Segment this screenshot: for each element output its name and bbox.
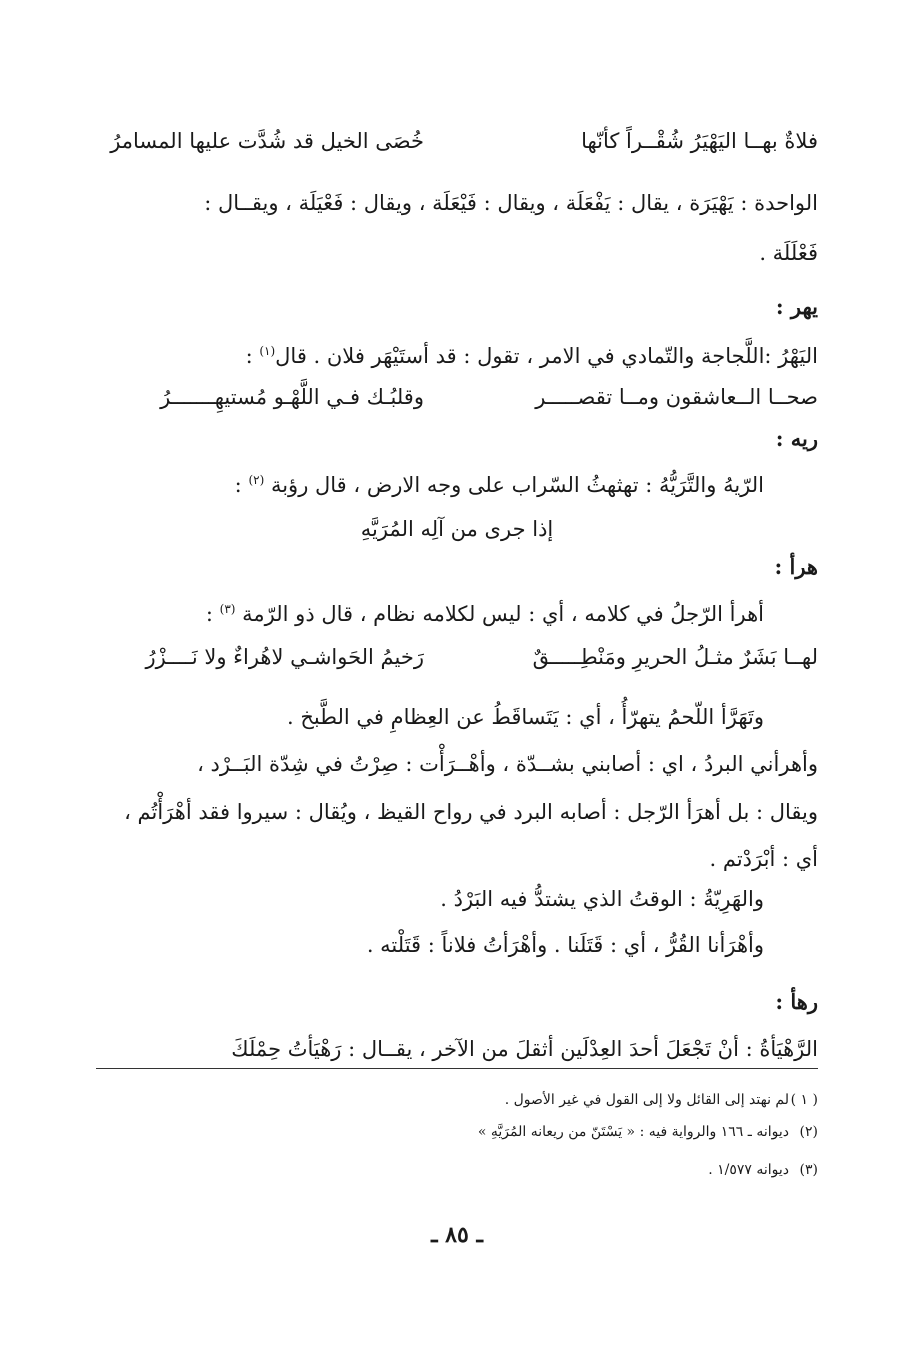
entry-heading-hr2: هرأ : <box>774 554 818 579</box>
text-line-3-body: اليَهْرُ :اللَّجاجة والتّمادي في الامر ، تقول : قد أستَيْهَر فلان . قال <box>275 344 818 368</box>
text-line-4 <box>235 463 764 502</box>
footnote-marker-1: (١) <box>259 344 276 358</box>
footnote-1-text: لم نهتد إلى القائل ولا إلى القول في غير الأصول . <box>504 1092 789 1108</box>
colon: : <box>205 602 213 626</box>
verse-2-first-hemistich: صحــا الــعاشقون ومــا تقصـــــر <box>535 385 818 409</box>
text-line-1: الواحدة : يَهْيَرَة ، يقال : يَفْعَلَة ، ويقال : فَيْعَلَة ، ويقال : فَعْيَلَة ، ويقــال : <box>204 191 818 215</box>
text-line-12: وأهْرَأنا القُرُّ ، أي : قَتَلَنا . وأهْرَأتُ فلاناً : قَتَلْته . <box>366 933 764 957</box>
text-line-9: ويقال : بل أهرَأ الرّجل : أصابه البرد في رواح القيظ ، ويُقال : سيروا فقد أهْرَأْتُم ، <box>124 800 818 824</box>
text-line-7: وتَهَرَّأ اللّحمُ يتهرّأُ ، أي : يَتَساقَطُ عن العِظامِ في الطَّبخ . <box>286 705 764 729</box>
verse-3-second-hemistich: رَخيمُ الحَواشـي لاهُراءٌ ولا نَــــزْرُ <box>145 645 424 669</box>
rajaz-line: إذا جرى من آلِه المُرَيَّهِ <box>360 517 554 541</box>
footnote-2-number: (٢) <box>799 1124 818 1140</box>
entry-heading-rh2: رهأ : <box>775 989 818 1014</box>
text-line-2: فَعْلَلَة . <box>759 241 818 265</box>
footnote-1-number: ( ١ ) <box>790 1092 818 1108</box>
text-line-11: والهَرِيّةُ : الوقتُ الذي يشتدُّ فيه البَرْدُ . <box>440 887 764 911</box>
text-line-8: وأهرأني البردُ ، اي : أصابني بشــدّة ، وأهْــرَأْت : صِرْتُ في شِدّة البَــرْد ، <box>197 752 818 776</box>
footnote-marker-3: (٣) <box>219 602 236 616</box>
text-line-10: أي : أبْرَدْتم . <box>709 847 818 871</box>
colon: : <box>234 473 242 497</box>
verse-2-second-hemistich: وقلبُـك فـي اللَّهْـو مُستيهِـــــــرُ <box>160 385 424 409</box>
footnote-separator <box>96 1068 818 1069</box>
footnote-3-number: (٣) <box>799 1162 818 1178</box>
footnote-2-text: ديوانه ـ ١٦٦ والرواية فيه : « يَسْتَنّ من ريعانه المُرَيَّهِ » <box>477 1124 789 1140</box>
footnote-3-text: ديوانه ١/٥٧٧ . <box>708 1162 789 1178</box>
text-line-3 <box>246 334 818 373</box>
verse-1-second-hemistich: خُصَى الخيل قد شُدَّت عليها المسامرُ <box>110 129 424 153</box>
text-line-13: الرَّهْيَأةُ : أنْ تَجْعَلَ أحدَ العِدْلَين أثقلَ من الآخر ، يقــال : رَهْيَأتُ حِمْلَكَ <box>231 1037 818 1061</box>
colon: : <box>245 344 253 368</box>
text-line-6 <box>206 592 764 631</box>
text-line-4-body: الرّيهُ والتَّرَيُّهُ : تهثهثُ السّراب على وجه الارض ، قال رؤبة <box>270 473 764 497</box>
page-number: ـ ٨٥ ـ <box>431 1222 483 1248</box>
verse-1-first-hemistich: فلاةٌ بهــا اليَهْيَرُ شُقْــراً كأنّها <box>581 129 818 153</box>
entry-heading-yhr: يهر : <box>775 294 818 319</box>
verse-3-first-hemistich: لهــا بَشَرٌ مثـلُ الحريرِ ومَنْطِـــــقٌ <box>532 645 818 669</box>
entry-heading-ryh: ريه : <box>775 426 818 451</box>
text-line-6-body: أهرأ الرّجلُ في كلامه ، أي : ليس لكلامه نظام ، قال ذو الرّمة <box>242 602 764 626</box>
footnote-marker-2: (٢) <box>248 473 265 487</box>
